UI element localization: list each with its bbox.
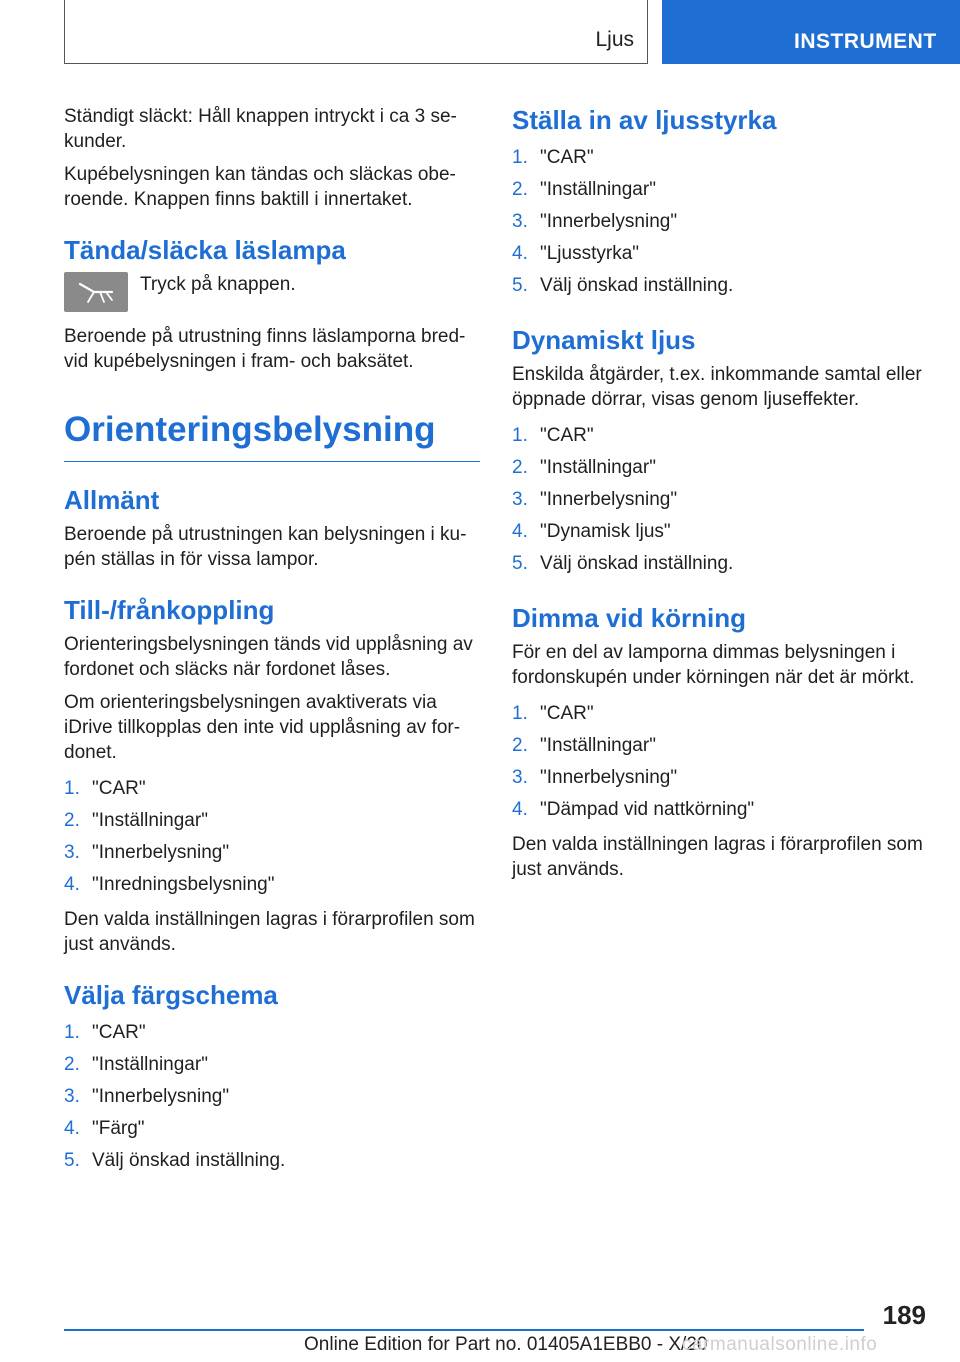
list-item: 2. "Inställningar" [512,457,656,478]
toggle-after-text: Den valda inställningen lagras i förarprofilen som just används. [64,909,475,955]
footer-edition: Online Edition for Part no. 01405A1EBB0 - X/20 [304,1334,708,1355]
intro-paragraph-2: Kupébelysningen kan tändas och släckas obe-roende. Knappen finns baktill i innertaket. [64,164,456,210]
list-item: 3. "Innerbelysning" [512,767,678,788]
color-heading: Välja färgschema [64,980,278,1010]
brightness-heading: Ställa in av ljusstyrka [512,105,777,135]
toggle-steps [64,773,480,901]
toggle-text-1: Orienteringsbelysningen tänds vid upplåsning av fordonet och släcks när fordonet låses. [64,634,473,680]
toggle-text-2: Om orienteringsbelysningen avaktiverats via iDrive tillkopplas den inte vid upplåsning av for-donet. [64,692,461,763]
list-item: 3. "Innerbelysning" [512,211,678,232]
list-item: 5. Välj önskad inställning. [512,553,734,574]
list-item: 1. "CAR" [512,703,594,724]
list-item: 2. "Inställningar" [64,1054,208,1075]
chapter-label: INSTRUMENT [794,30,937,53]
watermark: carmanualsonline.info [682,1334,878,1355]
section-title: Ljus [595,28,634,51]
list-item: 4. "Inredningsbelysning" [64,874,275,895]
toggle-heading: Till-/frånkoppling [64,595,275,625]
chapter-tab [662,0,960,64]
dimming-heading: Dimma vid körning [512,603,747,633]
list-item: 2. "Inställningar" [512,735,656,756]
list-item: 4. "Färg" [64,1118,145,1139]
reading-lamp-text: Beroende på utrustning finns läslamporna bred-vid kupébelysningen i fram- och baksätet. [64,326,466,372]
dynamic-text: Enskilda åtgärder, t.ex. inkommande samtal eller öppnade dörrar, visas genom ljuseffekter. [512,364,922,410]
list-item: 2. "Inställningar" [64,810,208,831]
list-item: 5. Välj önskad inställning. [64,1150,286,1171]
left-column [64,104,480,1183]
reading-lamp-heading: Tända/släcka läslampa [64,235,346,265]
list-item: 3. "Innerbelysning" [64,1086,230,1107]
list-item: 1. "CAR" [64,778,146,799]
list-item: 5. Välj önskad inställning. [512,275,734,296]
dimming-steps [512,698,928,826]
list-item: 1. "CAR" [512,147,594,168]
intro-paragraph-1: Ständigt släckt: Håll knappen intryckt i ca 3 se-kunder. [64,106,457,152]
list-item: 3. "Innerbelysning" [512,489,678,510]
page-number: 189 [882,1300,926,1330]
header-frame [64,0,648,64]
dynamic-heading: Dynamiskt ljus [512,325,696,355]
orientation-title: Orienteringsbelysning [64,408,480,462]
reading-lamp-instruction [64,272,480,312]
list-item: 4. "Dämpad vid nattkörning" [512,799,755,820]
reading-lamp-button-text: Tryck på knappen. [140,274,296,295]
right-column [512,104,928,890]
list-item: 1. "CAR" [512,425,594,446]
general-heading: Allmänt [64,485,160,515]
list-item: 2. "Inställningar" [512,179,656,200]
color-steps [64,1017,480,1177]
list-item: 4. "Ljusstyrka" [512,243,640,264]
list-item: 1. "CAR" [64,1022,146,1043]
footer-divider [64,1329,864,1331]
dynamic-steps [512,420,928,580]
dimming-text: För en del av lamporna dimmas belysningen i fordonskupén under körningen när det är mörkt. [512,642,915,688]
dimming-after-text: Den valda inställningen lagras i förarprofilen som just används. [512,834,923,880]
brightness-steps [512,142,928,302]
general-text: Beroende på utrustningen kan belysningen i ku-pén ställas in för vissa lampor. [64,524,467,570]
list-item: 4. "Dynamisk ljus" [512,521,671,542]
reading-lamp-icon [64,272,128,312]
list-item: 3. "Innerbelysning" [64,842,230,863]
